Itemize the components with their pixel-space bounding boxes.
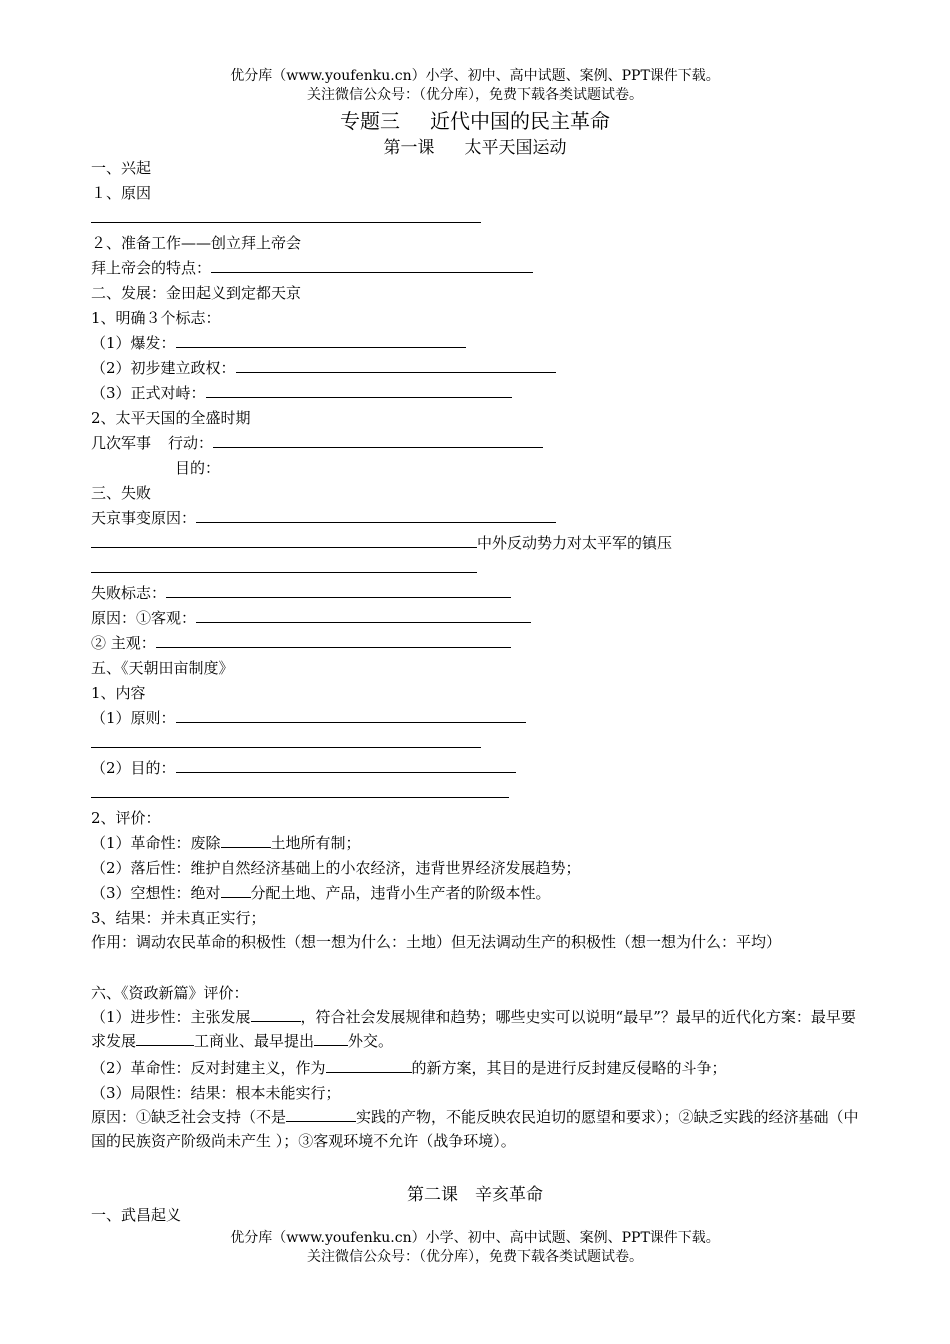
answer-line bbox=[91, 558, 477, 578]
answer-line bbox=[91, 733, 481, 753]
item-preparation: ２、准备工作——创立拜上帝会 bbox=[91, 234, 302, 252]
item-content: 1、内容 bbox=[91, 684, 146, 702]
item-cause: １、原因 bbox=[91, 184, 152, 202]
header-line-1: 优分库（www.youfenku.cn）小学、初中、高中试题、案例、PPT课件下载。 bbox=[230, 68, 720, 84]
item-backward: （2）落后性：维护自然经济基础上的小农经济，违背世界经济发展趋势； bbox=[91, 859, 581, 877]
answer-line bbox=[91, 783, 509, 803]
answer-line bbox=[91, 208, 481, 228]
item-outbreak: （1）爆发： bbox=[91, 333, 466, 353]
item-aim: （2）目的： bbox=[91, 758, 516, 778]
section-wuchang-heading: 一、武昌起义 bbox=[91, 1206, 182, 1224]
item-features: 拜上帝会的特点： bbox=[91, 258, 533, 278]
item-revolutionary: （1）革命性：废除 土地所有制； bbox=[91, 834, 361, 852]
item-suppression: 中外反动势力对太平军的镇压 bbox=[91, 533, 672, 553]
item-failure-sign: 失败标志： bbox=[91, 583, 511, 603]
item-revolutionary-2: （2）革命性：反对封建主义，作为 的新方案，其目的是进行反封建反侵略的斗争； bbox=[91, 1059, 727, 1077]
section-3-heading: 三、失败 bbox=[91, 484, 152, 502]
item-evaluation: 2、评价： bbox=[91, 809, 161, 827]
item-tianjing-incident: 天京事变原因： bbox=[91, 508, 556, 528]
item-effect: 作用：调动农民革命的积极性（想一想为什么：土地）但无法调动生产的积极性（想一想为什么：平均） bbox=[91, 933, 782, 951]
lesson-1-title: 第一课 太平天国运动 bbox=[383, 138, 567, 158]
item-peak-period: 2、太平天国的全盛时期 bbox=[91, 409, 251, 427]
footer-line-2: 关注微信公众号：（优分库），免费下载各类试题试卷。 bbox=[307, 1249, 643, 1265]
section-5-heading: 五、《天朝田亩制度》 bbox=[91, 659, 234, 677]
header-line-2: 关注微信公众号：（优分库），免费下载各类试题试卷。 bbox=[307, 87, 643, 103]
item-subjective-cause: ② 主观： bbox=[91, 633, 511, 653]
item-principle: （1）原则： bbox=[91, 708, 526, 728]
item-progressive: （1）进步性：主张发展 ，符合社会发展规律和趋势；哪些史实可以说明“最早”？最早的近代化方案：最早要求发展 工商业、最早提出 外交。 bbox=[91, 1008, 856, 1050]
page-title: 专题三 近代中国的民主革命 bbox=[340, 109, 610, 133]
item-military-actions: 几次军事 行动： bbox=[91, 433, 543, 453]
item-utopian: （3）空想性：绝对 分配土地、产品，违背小生产者的阶级本性。 bbox=[91, 884, 551, 902]
section-6-heading: 六、《资政新篇》评价： bbox=[91, 984, 249, 1002]
footer-line-1: 优分库（www.youfenku.cn）小学、初中、高中试题、案例、PPT课件下载。 bbox=[230, 1230, 720, 1246]
lesson-2-title: 第二课 辛亥革命 bbox=[407, 1185, 543, 1205]
item-three-signs: 1、明确３个标志： bbox=[91, 309, 221, 327]
item-regime: （2）初步建立政权： bbox=[91, 358, 556, 378]
item-limitation: （3）局限性：结果：根本未能实行； bbox=[91, 1084, 341, 1102]
item-limitation-causes: 原因：①缺乏社会支持（不是 实践的产物，不能反映农民迫切的愿望和要求）；②缺乏实践的经济基础（中国的民族资产阶级尚未产生 ）；③客观环境不允许（战争环境）。 bbox=[91, 1108, 859, 1150]
section-2-heading: 二、发展：金田起义到定都天京 bbox=[91, 284, 302, 302]
item-result: 3、结果：并未真正实行； bbox=[91, 909, 266, 927]
item-purpose: 目的： bbox=[175, 459, 221, 477]
item-objective-cause: 原因：①客观： bbox=[91, 608, 531, 628]
item-confrontation: （3）正式对峙： bbox=[91, 383, 512, 403]
section-1-heading: 一、兴起 bbox=[91, 159, 152, 177]
